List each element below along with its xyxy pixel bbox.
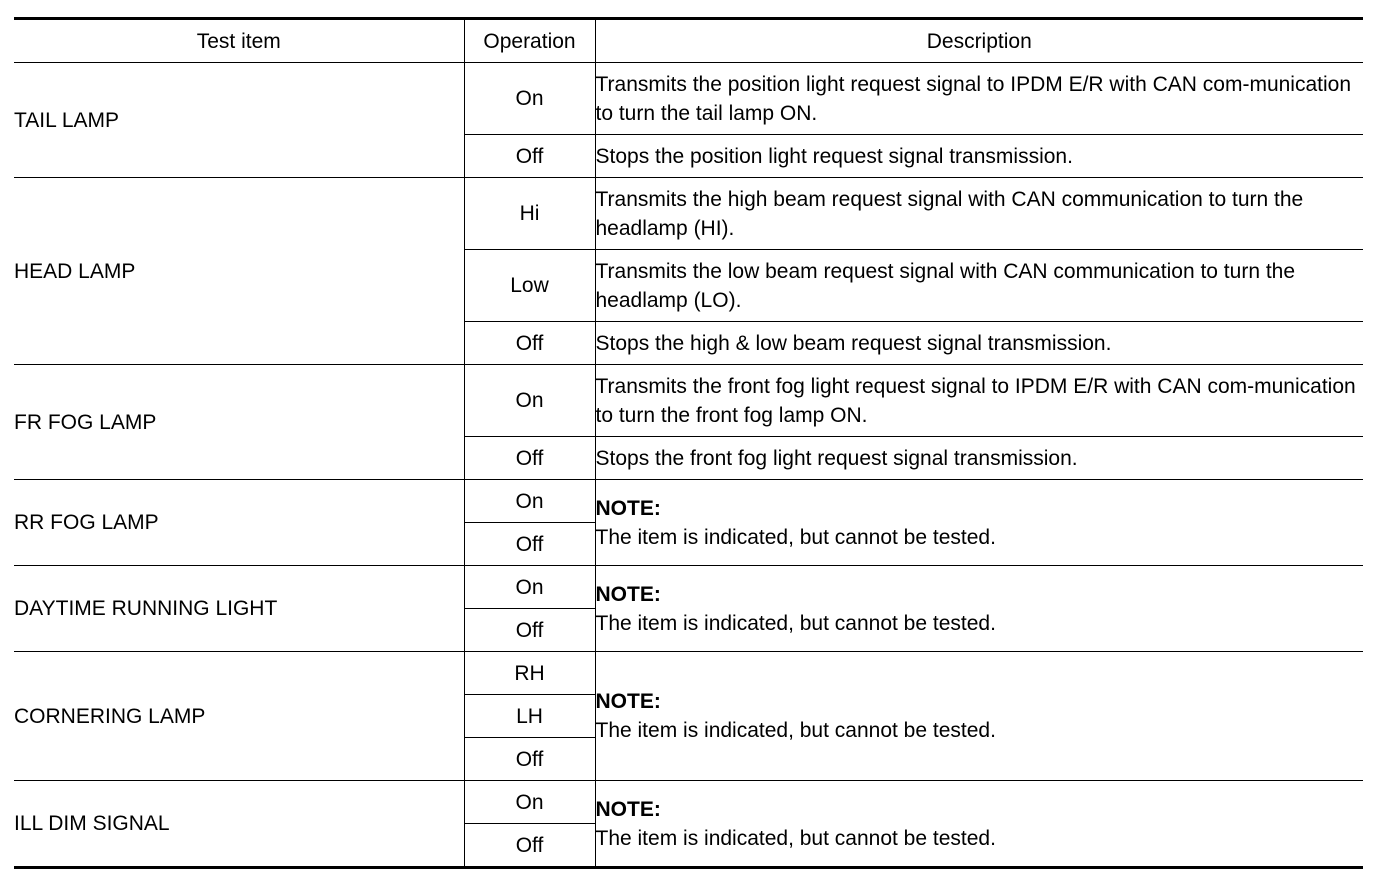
- operation-cell: LH: [464, 695, 595, 738]
- table-row: [14, 781, 1363, 824]
- table-row: [14, 365, 1363, 437]
- description-cell: Transmits the front fog light request signal to IPDM E/R with CAN com-munication to turn the front fog lamp ON.: [595, 365, 1363, 437]
- note-title: NOTE:: [595, 496, 661, 520]
- operation-cell: On: [464, 781, 595, 824]
- test-item-head-lamp: HEAD LAMP: [14, 178, 464, 365]
- operation-cell: On: [464, 63, 595, 135]
- operation-cell: Off: [464, 523, 595, 566]
- description-note: [595, 480, 1363, 566]
- header-description: Description: [595, 19, 1363, 63]
- table-row: [14, 63, 1363, 135]
- header-test-item: Test item: [14, 19, 464, 63]
- description-cell: Transmits the low beam request signal with CAN communication to turn the headlamp (LO).: [595, 250, 1363, 322]
- operation-cell: On: [464, 480, 595, 523]
- table-row: [14, 652, 1363, 695]
- operation-cell: On: [464, 566, 595, 609]
- operation-cell: Off: [464, 609, 595, 652]
- note-body: The item is indicated, but cannot be tested.: [595, 719, 996, 742]
- operation-cell: Low: [464, 250, 595, 322]
- test-item-table: [14, 17, 1363, 869]
- operation-cell: Hi: [464, 178, 595, 250]
- description-cell: Transmits the high beam request signal with CAN communication to turn the headlamp (HI).: [595, 178, 1363, 250]
- table-row: [14, 566, 1363, 609]
- header-operation: Operation: [464, 19, 595, 63]
- note-title: NOTE:: [595, 690, 661, 713]
- operation-cell: Off: [464, 322, 595, 365]
- test-item-daytime-running-light: DAYTIME RUNNING LIGHT: [14, 566, 464, 652]
- note-title: NOTE:: [595, 797, 661, 821]
- note-body: The item is indicated, but cannot be tested.: [595, 611, 996, 635]
- test-item-cornering-lamp: CORNERING LAMP: [14, 652, 464, 781]
- description-note: [595, 652, 1363, 781]
- test-item-ill-dim-signal: ILL DIM SIGNAL: [14, 781, 464, 868]
- operation-cell: RH: [464, 652, 595, 695]
- note-body: The item is indicated, but cannot be tested.: [595, 826, 996, 850]
- table-row: [14, 178, 1363, 250]
- description-note: [595, 566, 1363, 652]
- operation-cell: Off: [464, 135, 595, 178]
- description-cell: Stops the front fog light request signal transmission.: [595, 437, 1363, 480]
- description-cell: Stops the position light request signal transmission.: [595, 135, 1363, 178]
- test-item-tail-lamp: TAIL LAMP: [14, 63, 464, 178]
- test-item-rr-fog-lamp: RR FOG LAMP: [14, 480, 464, 566]
- operation-cell: Off: [464, 437, 595, 480]
- note-title: NOTE:: [595, 582, 661, 606]
- operation-cell: Off: [464, 824, 595, 868]
- header-row: [14, 19, 1363, 63]
- description-note: [595, 781, 1363, 868]
- test-item-fr-fog-lamp: FR FOG LAMP: [14, 365, 464, 480]
- description-cell: Stops the high & low beam request signal transmission.: [595, 322, 1363, 365]
- note-body: The item is indicated, but cannot be tested.: [595, 525, 996, 549]
- operation-cell: Off: [464, 738, 595, 781]
- operation-cell: On: [464, 365, 595, 437]
- table-row: [14, 480, 1363, 523]
- description-cell: Transmits the position light request signal to IPDM E/R with CAN com-munication to turn the tail lamp ON.: [595, 63, 1363, 135]
